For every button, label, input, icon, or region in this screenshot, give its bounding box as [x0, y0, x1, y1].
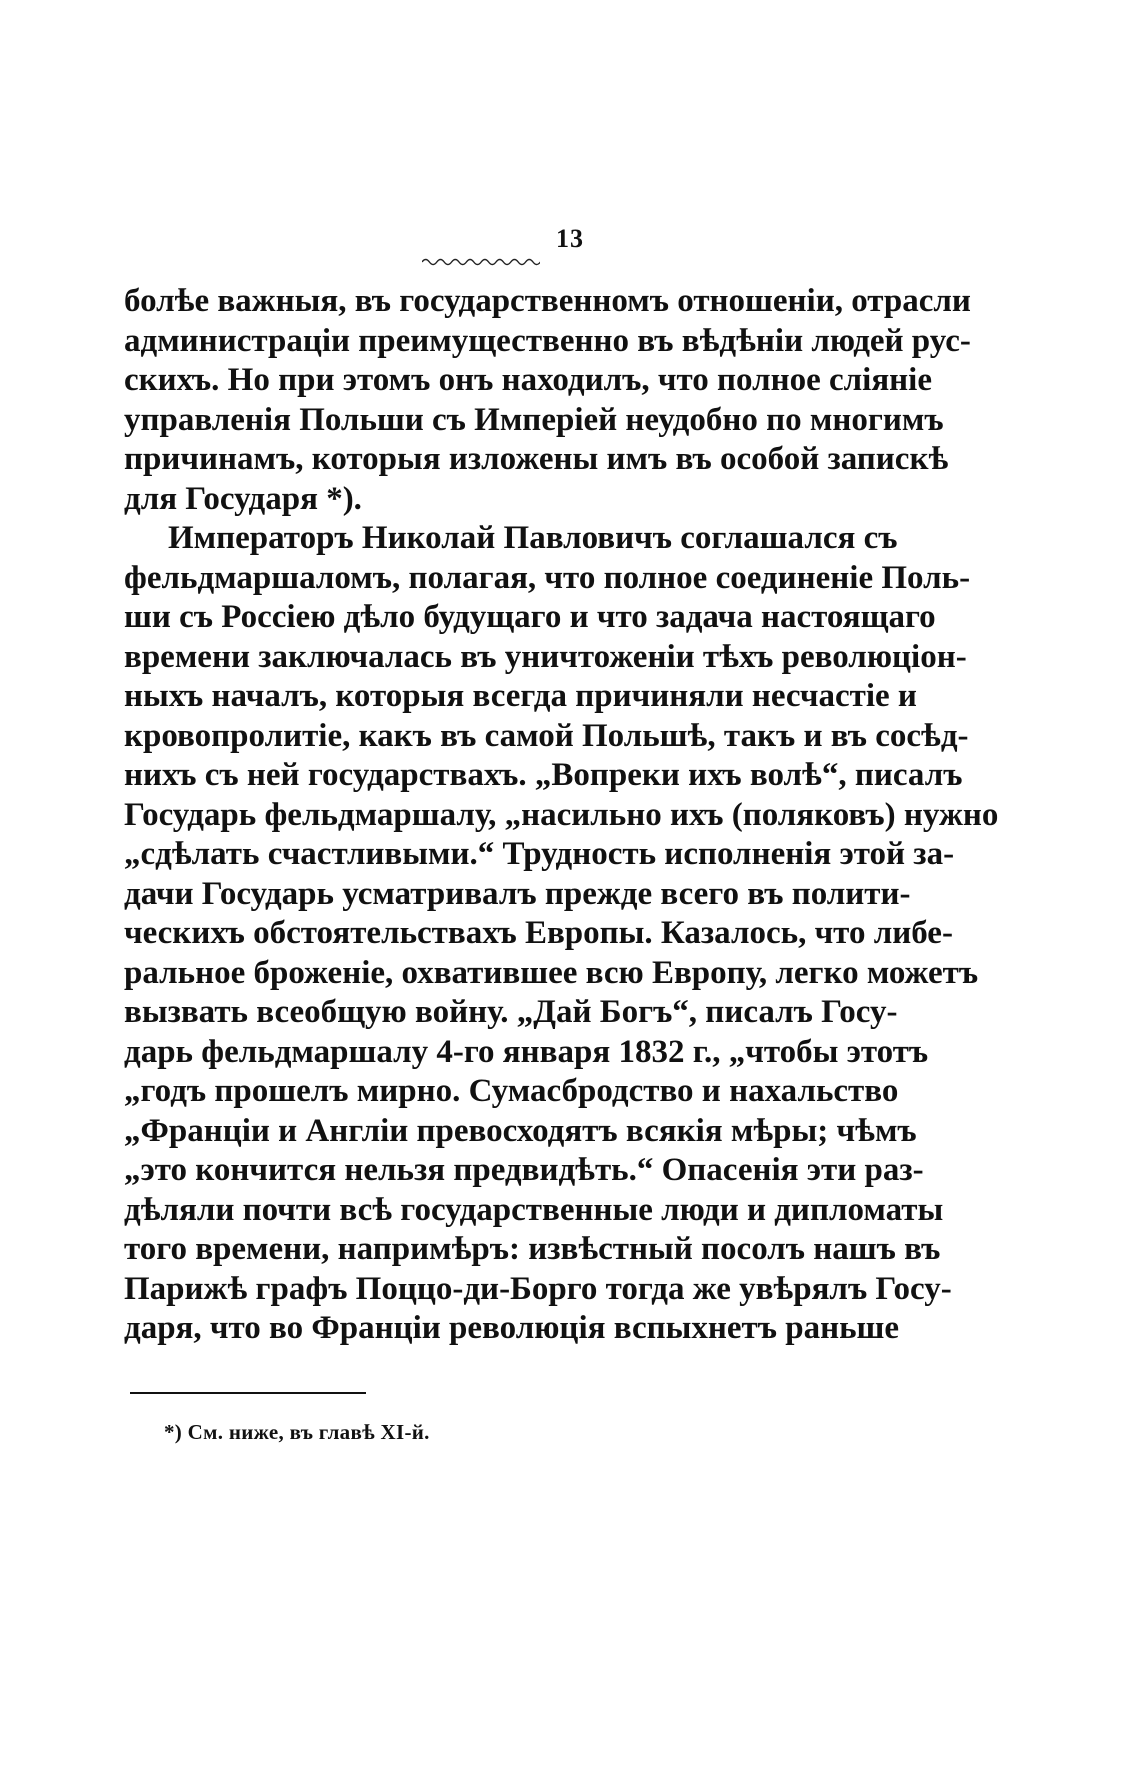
- text-line: скихъ. Но при этомъ онъ находилъ, что полное сліяніе: [124, 362, 933, 398]
- page-number: 13: [556, 224, 584, 253]
- text-line: даря, что во Франціи революція вспыхнетъ раньше: [124, 1310, 900, 1346]
- text-line: того времени, напримѣръ: извѣстный посолъ нашъ въ: [124, 1231, 941, 1267]
- text-line: дачи Государь усматривалъ прежде всего въ полити-: [124, 875, 911, 912]
- text-line: „годъ прошелъ мирно. Сумасбродство и нахальство: [124, 1073, 899, 1109]
- text-line: фельдмаршаломъ, полагая, что полное соединеніе Поль-: [124, 559, 971, 596]
- text-line: администраціи преимущественно въ вѣдѣніи людей рус-: [124, 322, 971, 359]
- text-line: для Государя *).: [124, 480, 362, 517]
- text-line: ши съ Россіею дѣло будущаго и что задача настоящаго: [124, 599, 936, 635]
- body-text: [124, 282, 999, 1349]
- text-line: управленія Польши съ Имперіей неудобно по многимъ: [124, 401, 944, 438]
- text-line: Парижѣ графъ Поццо-ди-Борго тогда же увѣрялъ Госу-: [124, 1270, 952, 1307]
- text-line: времени заключалась въ уничтоженіи тѣхъ революціон-: [124, 638, 967, 675]
- text-line: „это кончится нельзя предвидѣть.“ Опасенія эти раз-: [124, 1152, 924, 1188]
- text-line: „Франціи и Англіи превосходятъ всякія мѣры; чѣмъ: [124, 1112, 917, 1149]
- text-line: Императоръ Николай Павловичъ соглашался съ: [168, 520, 898, 556]
- footnote: *) См. ниже, въ главѣ XI-й.: [164, 1420, 430, 1444]
- text-line: вызвать всеобщую войну. „Дай Богъ“, писалъ Госу-: [124, 994, 898, 1030]
- text-line: болѣе важныя, въ государственномъ отношеніи, отрасли: [124, 283, 971, 319]
- text-line: ральное броженіе, охватившее всю Европу, легко можетъ: [124, 954, 979, 991]
- text-line: причинамъ, которыя изложены имъ въ особой запискѣ: [124, 441, 949, 477]
- text-line: кровопролитіе, какъ въ самой Польшѣ, такъ и въ сосѣд-: [124, 717, 969, 754]
- text-line: дарь фельдмаршалу 4-го января 1832 г., „чтобы этотъ: [124, 1033, 929, 1070]
- text-line: Государь фельдмаршалу, „насильно ихъ (поляковъ) нужно: [124, 796, 999, 833]
- text-line: нихъ съ ней государствахъ. „Вопреки ихъ волѣ“, писалъ: [124, 757, 963, 793]
- text-line: „сдѣлать счастливыми.“ Трудность исполненія этой за-: [124, 836, 955, 872]
- text-line: ческихъ обстоятельствахъ Европы. Казалось, что либе-: [124, 915, 953, 951]
- footnote-divider: [130, 1392, 366, 1394]
- text-line: ныхъ началъ, которыя всегда причиняли несчастіе и: [124, 678, 917, 714]
- text-line: дѣляли почти всѣ государственные люди и дипломаты: [124, 1191, 944, 1228]
- wavy-ornament-icon: [422, 257, 540, 267]
